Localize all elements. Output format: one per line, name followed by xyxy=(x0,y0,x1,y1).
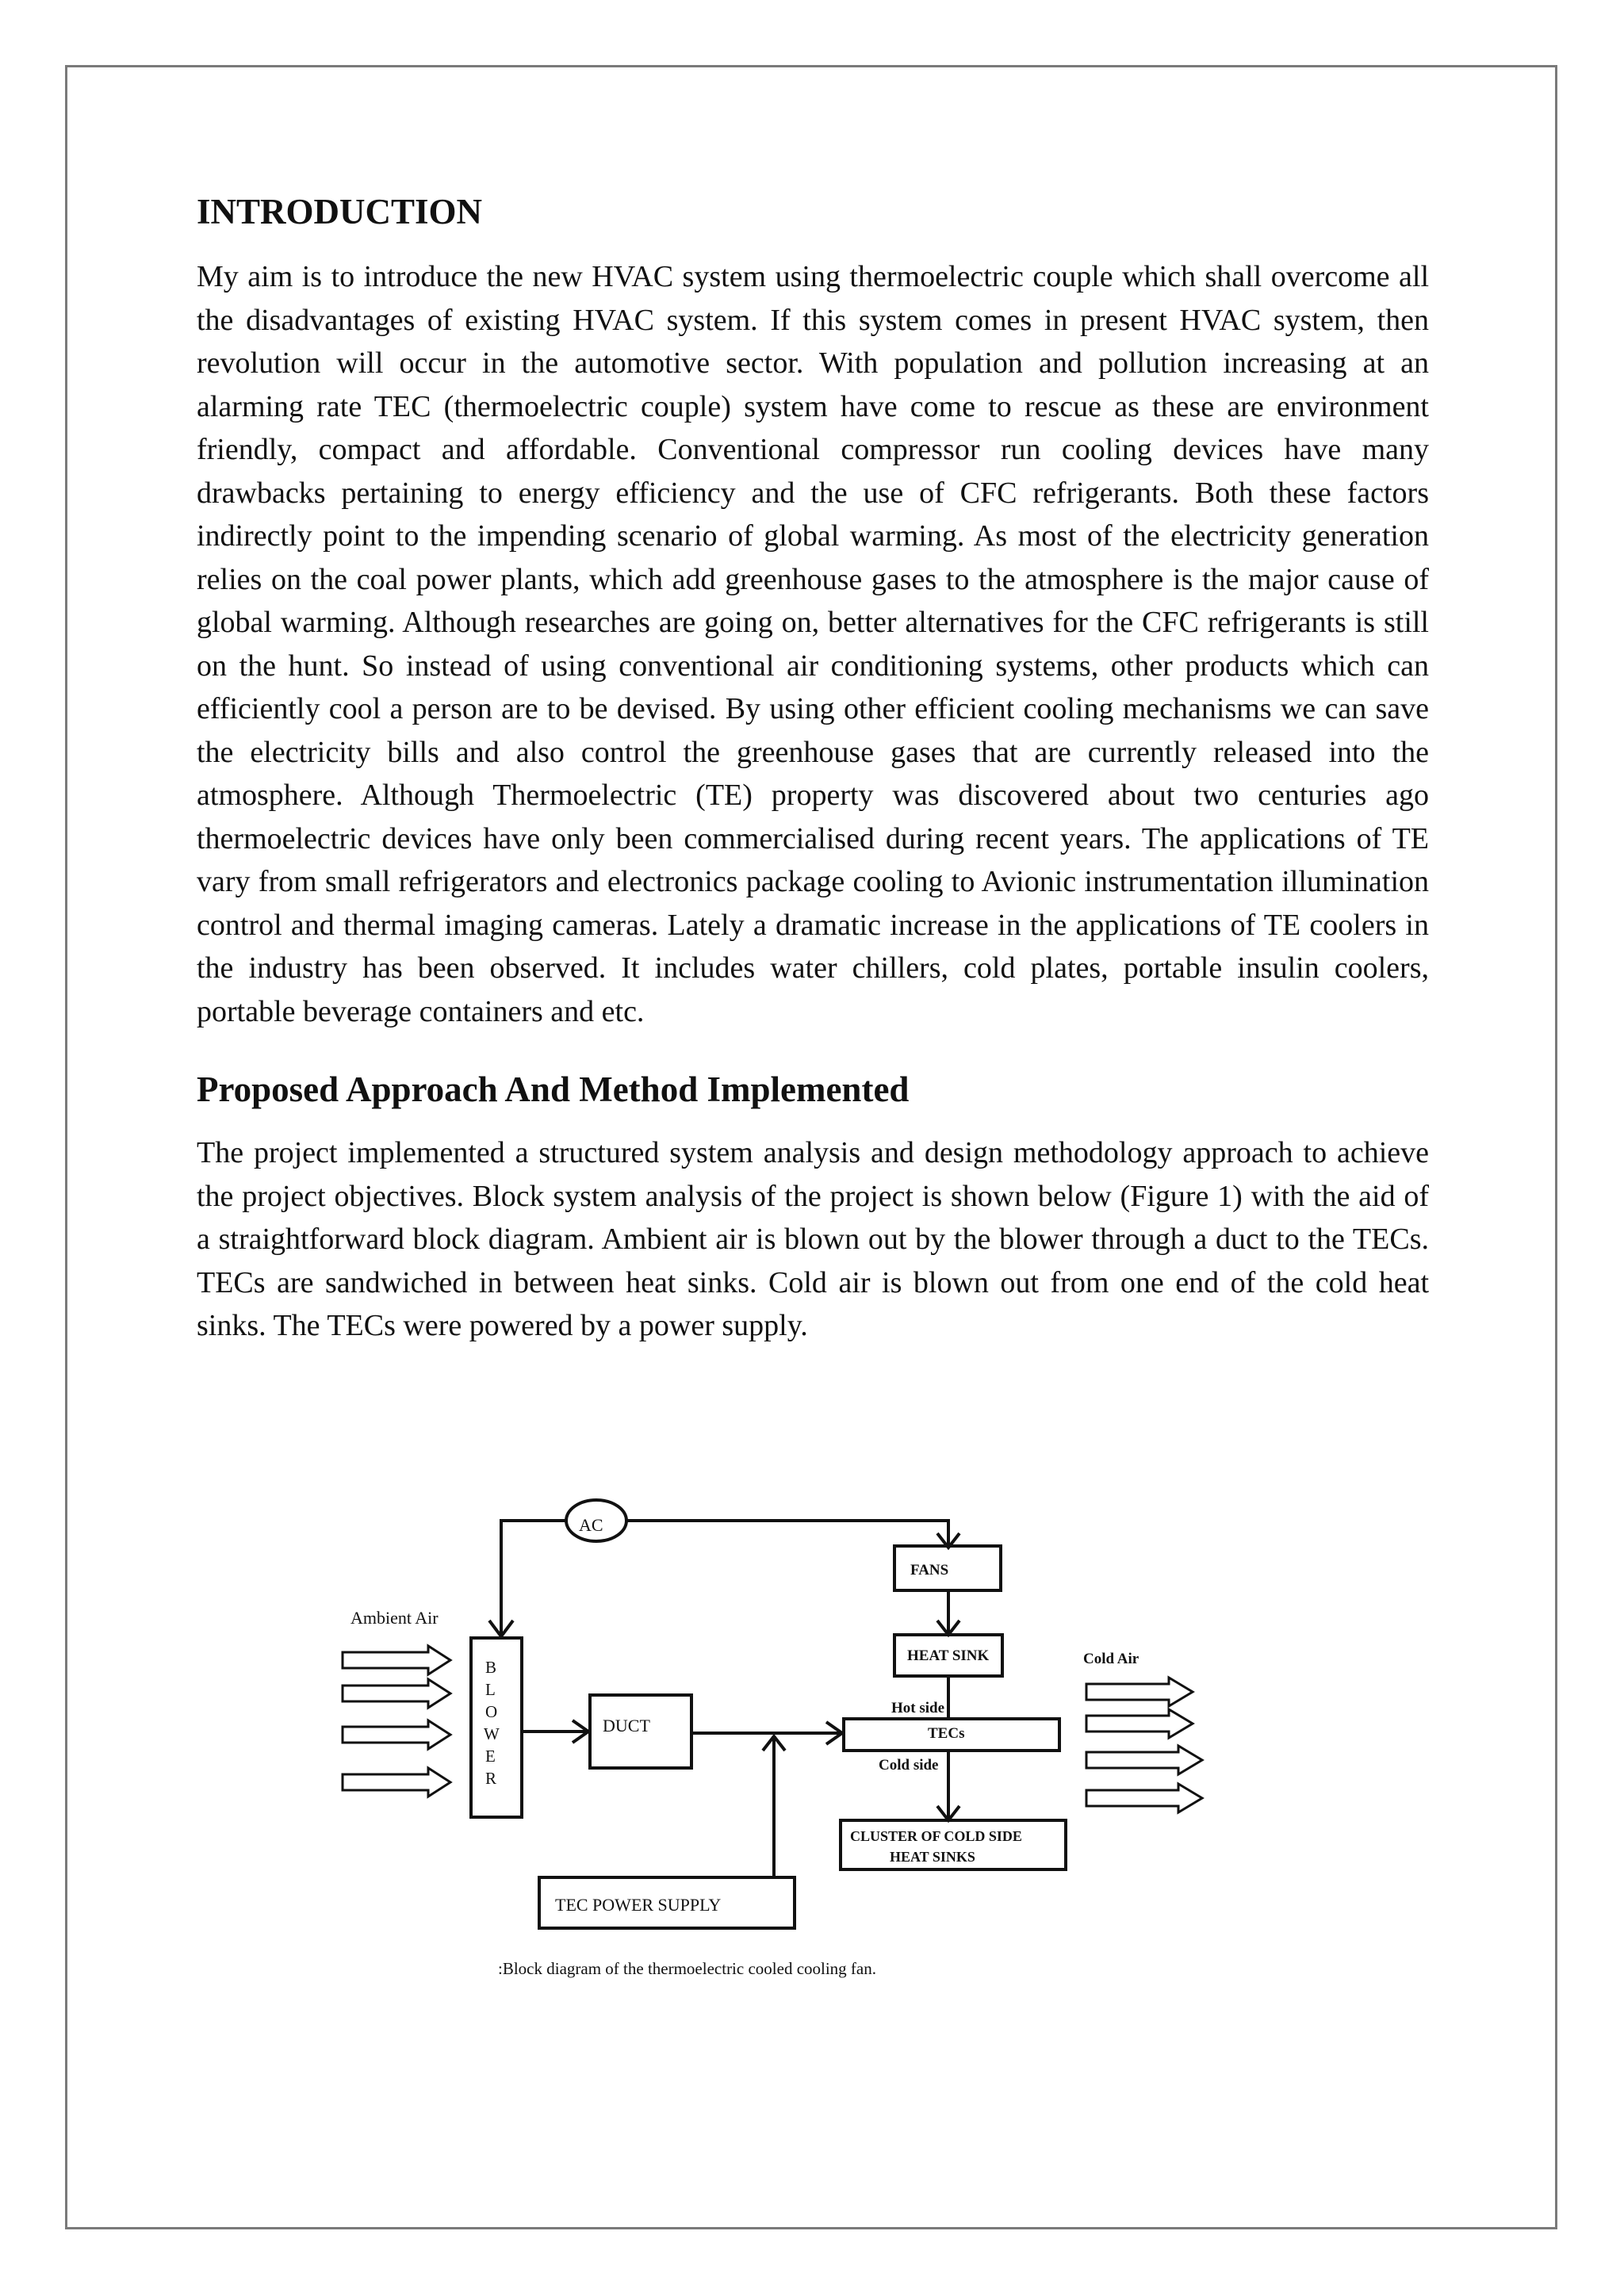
fans-label: FANS xyxy=(910,1562,949,1578)
heat-sink-label: HEAT SINK xyxy=(907,1647,990,1664)
tecs-label: TECs xyxy=(928,1725,965,1742)
ambient-air-label: Ambient Air xyxy=(350,1608,439,1628)
figure-caption: :Block diagram of the thermoelectric cooled cooling fan. xyxy=(498,1959,876,1978)
hot-side-label: Hot side xyxy=(891,1700,945,1716)
tec-power-supply-label: TEC POWER SUPPLY xyxy=(555,1895,722,1915)
document-body xyxy=(197,190,1429,1348)
cold-side-label: Cold side xyxy=(879,1757,939,1774)
introduction-heading: INTRODUCTION xyxy=(197,192,483,232)
duct-label: DUCT xyxy=(603,1716,650,1735)
cluster-label-line2: HEAT SINKS xyxy=(890,1849,975,1865)
approach-paragraph: The project implemented a structured system analysis and design methodology approach to achieve the project objectives. Block system analysis of the project is shown below (Figure 1) with the aid of a straightforward block diagram. Ambient air is blown out by the blower through a duct to the TECs. TECs are sandwiched in between heat sinks. Cold air is blown out from one end of the cold heat sinks. The TECs were powered by a power supply. xyxy=(197,1136,1429,1342)
introduction-paragraph: My aim is to introduce the new HVAC system using thermoelectric couple which shall overcome all the disadvantages of existing HVAC system. If this system comes in present HVAC system, then revolution will occur in the automotive sector. With population and pollution increasing at an alarming rate TEC (thermoelectric couple) system have come to rescue as these are environment friendly, compact and affordable. Conventional compressor run cooling devices have many drawbacks pertaining to energy efficiency and the use of CFC refrigerants. Both these factors indirectly point to the impending scenario of global warming. As most of the electricity generation relies on the coal power plants, which add greenhouse gases to the atmosphere is the major cause of global warming. Although researches are going on, better alternatives for the CFC refrigerants is still on the hunt. So instead of using conventional air conditioning systems, other products which can efficiently cool a person are to be devised. By using other efficient cooling mechanisms we can save the electricity bills and also control the greenhouse gases that are currently released into the atmosphere. Although Thermoelectric (TE) property was discovered about two centuries ago thermoelectric devices have only been commercialised during recent years. The applications of TE vary from small refrigerators and electronics package cooling to Avionic instrumentation illumination control and thermal imaging cameras. Lately a dramatic increase in the applications of TE coolers in the industry has been observed. It includes water chillers, cold plates, portable insulin coolers, portable beverage containers and etc. xyxy=(197,260,1429,1028)
blower-letter-w: W xyxy=(484,1724,500,1743)
cold-air-label: Cold Air xyxy=(1083,1651,1139,1667)
blower-letter-e: E xyxy=(485,1747,496,1766)
blower-letter-b: B xyxy=(485,1658,497,1677)
blower-letter-l: L xyxy=(485,1680,496,1699)
ac-label: AC xyxy=(579,1515,603,1535)
approach-heading: Proposed Approach And Method Implemented xyxy=(197,1070,910,1109)
cluster-label-line1: CLUSTER OF COLD SIDE xyxy=(850,1828,1022,1844)
blower-letter-o: O xyxy=(485,1702,498,1721)
blower-letter-r: R xyxy=(485,1769,497,1788)
